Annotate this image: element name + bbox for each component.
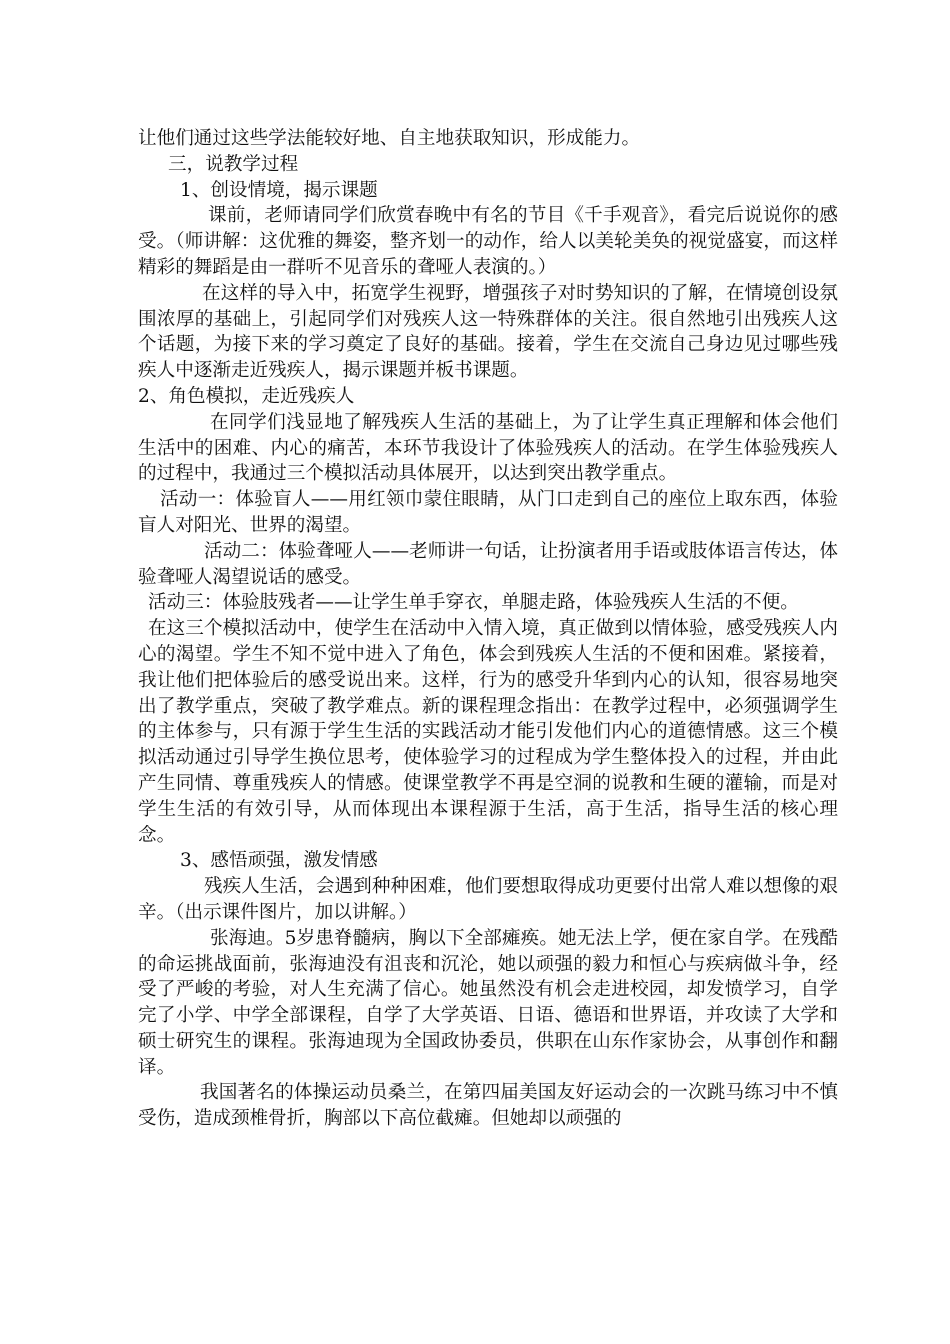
- paragraph-step-1: 课前，老师请同学们欣赏春晚中有名的节目《千手观音》，看完后说说你的感受。（师讲解：这优雅的舞姿，整齐划一的动作，给人以美轮美奂的视觉盛宴，而这样精彩的舞蹈是由一群听不见音乐的聋哑人表演的。）: [138, 205, 838, 278]
- heading-step-2: 2、角色模拟，走近残疾人: [138, 385, 355, 407]
- paragraph-activities-analysis: 在这三个模拟活动中，使学生在活动中入情入境，真正做到以情体验，感受残疾人内心的渴望。学生不知不觉中进入了角色，体会到残疾人生活的不便和困难。紧接着，我让他们把体验后的感受说出来。这样，行为的感受升华到内心的认知，很容易地突出了教学重点，突破了教学难点。新的课程理念指出：在教学过程中，必须强调学生的主体参与，只有源于学生生活的实践活动才能引发他们内心的道德情感。这三个模拟活动通过引导学生换位思考，使体验学习的过程成为学生整体投入的过程，并由此产生同情、尊重残疾人的情感。使课堂教学不再是空洞的说教和生硬的灌输，而是对学生生活的有效引导，从而体现出本课程源于生活，高于生活，指导生活的核心理念。: [138, 618, 838, 846]
- paragraph-step-1-analysis: 在这样的导入中，拓宽学生视野，增强孩子对时势知识的了解，在情境创设氛围浓厚的基础上，引起同学们对残疾人这一特殊群体的关注。很自然地引出残疾人这个话题，为接下来的学习奠定了良好的基础。接着，学生在交流自己身边见过哪些残疾人中逐渐走近残疾人，揭示课题并板书课题。: [138, 282, 838, 382]
- paragraph-intro: 让他们通过这些学法能较好地、自主地获取知识，形成能力。: [138, 128, 641, 149]
- paragraph-step-2: 在同学们浅显地了解残疾人生活的基础上，为了让学生真正理解和体会他们生活中的困难、内心的痛苦，本环节我设计了体验残疾人的活动。在学生体验残疾人的过程中，我通过三个模拟活动具体展开，以达到突出教学重点。: [138, 411, 838, 485]
- paragraph-activity-1: 活动一：体验盲人——用红领巾蒙住眼睛，从门口走到自己的座位上取东西，体验盲人对阳光、世界的渴望。: [138, 489, 838, 536]
- paragraph-zhang-haidi: 张海迪。5岁患脊髓病，胸以下全部瘫痪。她无法上学，便在家自学。在残酷的命运挑战面前，张海迪没有沮丧和沉沦，她以顽强的毅力和恒心与疾病做斗争，经受了严峻的考验，对人生充满了信心。她虽然没有机会走进校园，却发愤学习，自学完了小学、中学全部课程，自学了大学英语、日语、德语和世界语，并攻读了大学和硕士研究生的课程。张海迪现为全国政协委员，供职在山东作家协会，从事创作和翻译。: [138, 927, 838, 1078]
- body-text: [138, 126, 838, 1132]
- heading-section-3: 三，说教学过程: [168, 153, 299, 175]
- heading-step-3: 3、感悟顽强，激发情感: [180, 850, 378, 872]
- paragraph-activity-2: 活动二：体验聋哑人——老师讲一句话，让扮演者用手语或肢体语言传达，体验聋哑人渴望说话的感受。: [138, 540, 838, 588]
- paragraph-sang-lan: 我国著名的体操运动员桑兰，在第四届美国友好运动会的一次跳马练习中不慎受伤，造成颈椎骨折，胸部以下高位截瘫。但她却以顽强的: [138, 1082, 838, 1130]
- heading-step-1: 1、创设情境，揭示课题: [180, 179, 378, 201]
- paragraph-step-3: 残疾人生活，会遇到种种困难，他们要想取得成功更要付出常人难以想像的艰辛。（出示课件图片，加以讲解。）: [138, 876, 838, 923]
- paragraph-activity-3: 活动三：体验肢残者——让学生单手穿衣，单腿走路，体验残疾人生活的不便。: [148, 592, 799, 614]
